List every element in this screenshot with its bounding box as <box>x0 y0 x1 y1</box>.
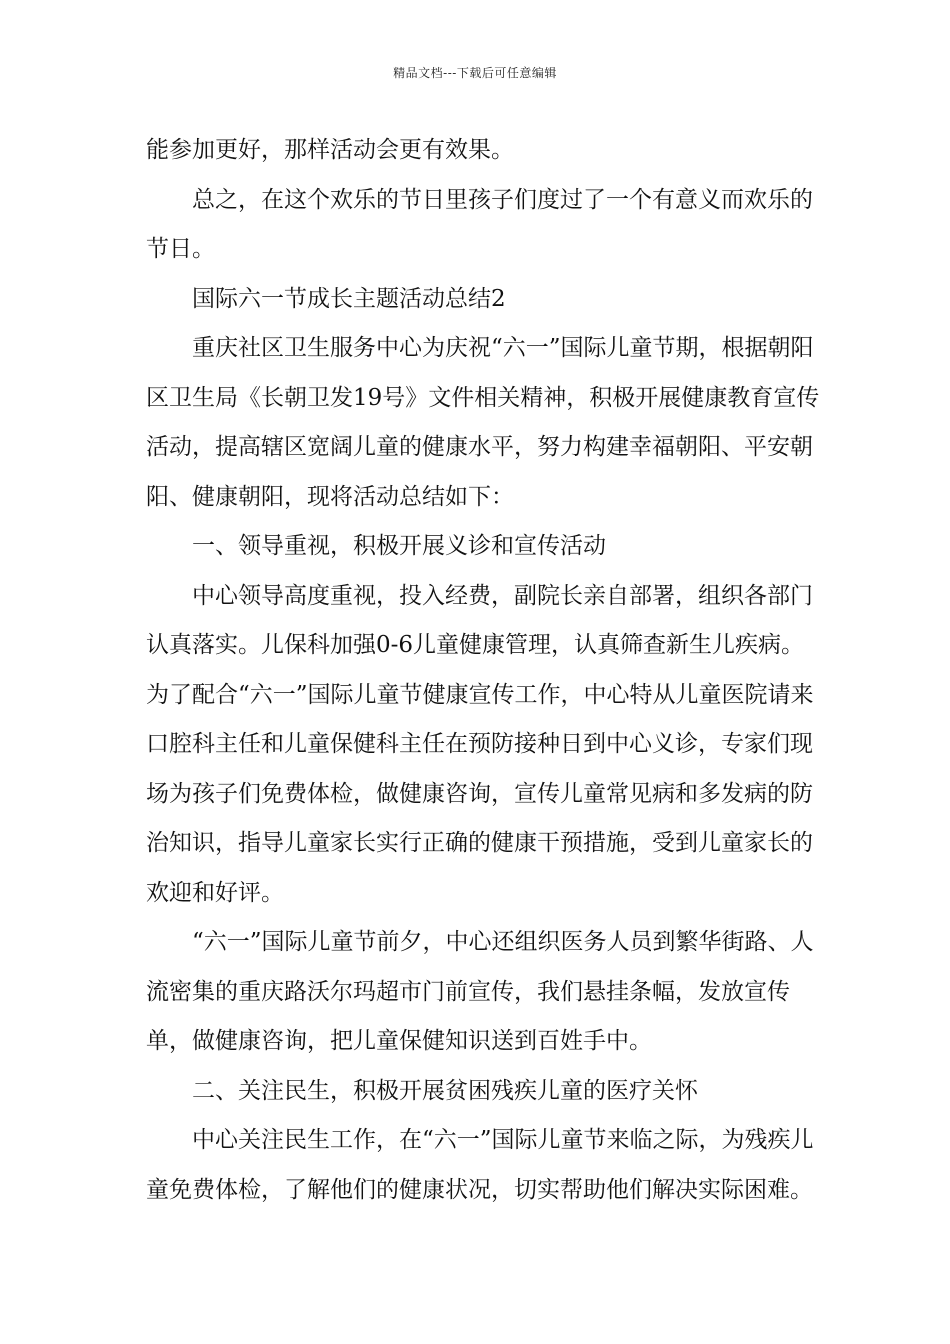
paragraph-conclusion: 总之，在这个欢乐的节日里孩子们度过了一个有意义而欢乐的节日。 <box>146 186 813 262</box>
section-title: 国际六一节成长主题活动总结2 <box>192 285 506 312</box>
heading-section-one: 一、领导重视，积极开展义诊和宣传活动 <box>192 533 606 559</box>
paragraph-clinic: 中心领导高度重视，投入经费，副院长亲自部署，组织各部门认真落实。儿保科加强0-6儿童健康管理，认真筛查新生儿疾病。为了配合“六一”国际儿童节健康宣传工作，中心特从儿童医院请来口腔科主任和儿童保健科主任在预防接种日到中心义诊，专家们现场为孩子们免费体检，做健康咨询，宣传儿童常见病和多发病的防治知识，指导儿童家长实行正确的健康干预措施，受到儿童家长的欢迎和好评。 <box>146 582 814 906</box>
paragraph-care: 中心关注民生工作，在“六一”国际儿童节来临之际，为残疾儿童免费体检，了解他们的健康状况，切实帮助他们解决实际困难。 <box>146 1127 814 1203</box>
paragraph-intro: 重庆社区卫生服务中心为庆祝“六一”国际儿童节期，根据朝阳区卫生局《长朝卫发19号》文件相关精神，积极开展健康教育宣传活动，提高辖区宽阔儿童的健康水平，努力构建幸福朝阳、平安朝阳、健康朝阳，现将活动总结如下： <box>146 335 820 510</box>
paragraph-continuation: 能参加更好，那样活动会更有效果。 <box>146 137 514 163</box>
document-body <box>146 126 826 1215</box>
page-header: 精品文档---下载后可任意编辑 <box>393 66 557 80</box>
heading-section-two: 二、关注民生，积极开展贫困残疾儿童的医疗关怀 <box>192 1077 698 1104</box>
paragraph-publicity: “六一”国际儿童节前夕，中心还组织医务人员到繁华街路、人流密集的重庆路沃尔玛超市门前宣传，我们悬挂条幅，发放宣传单，做健康咨询，把儿童保健知识送到百姓手中。 <box>146 929 814 1054</box>
